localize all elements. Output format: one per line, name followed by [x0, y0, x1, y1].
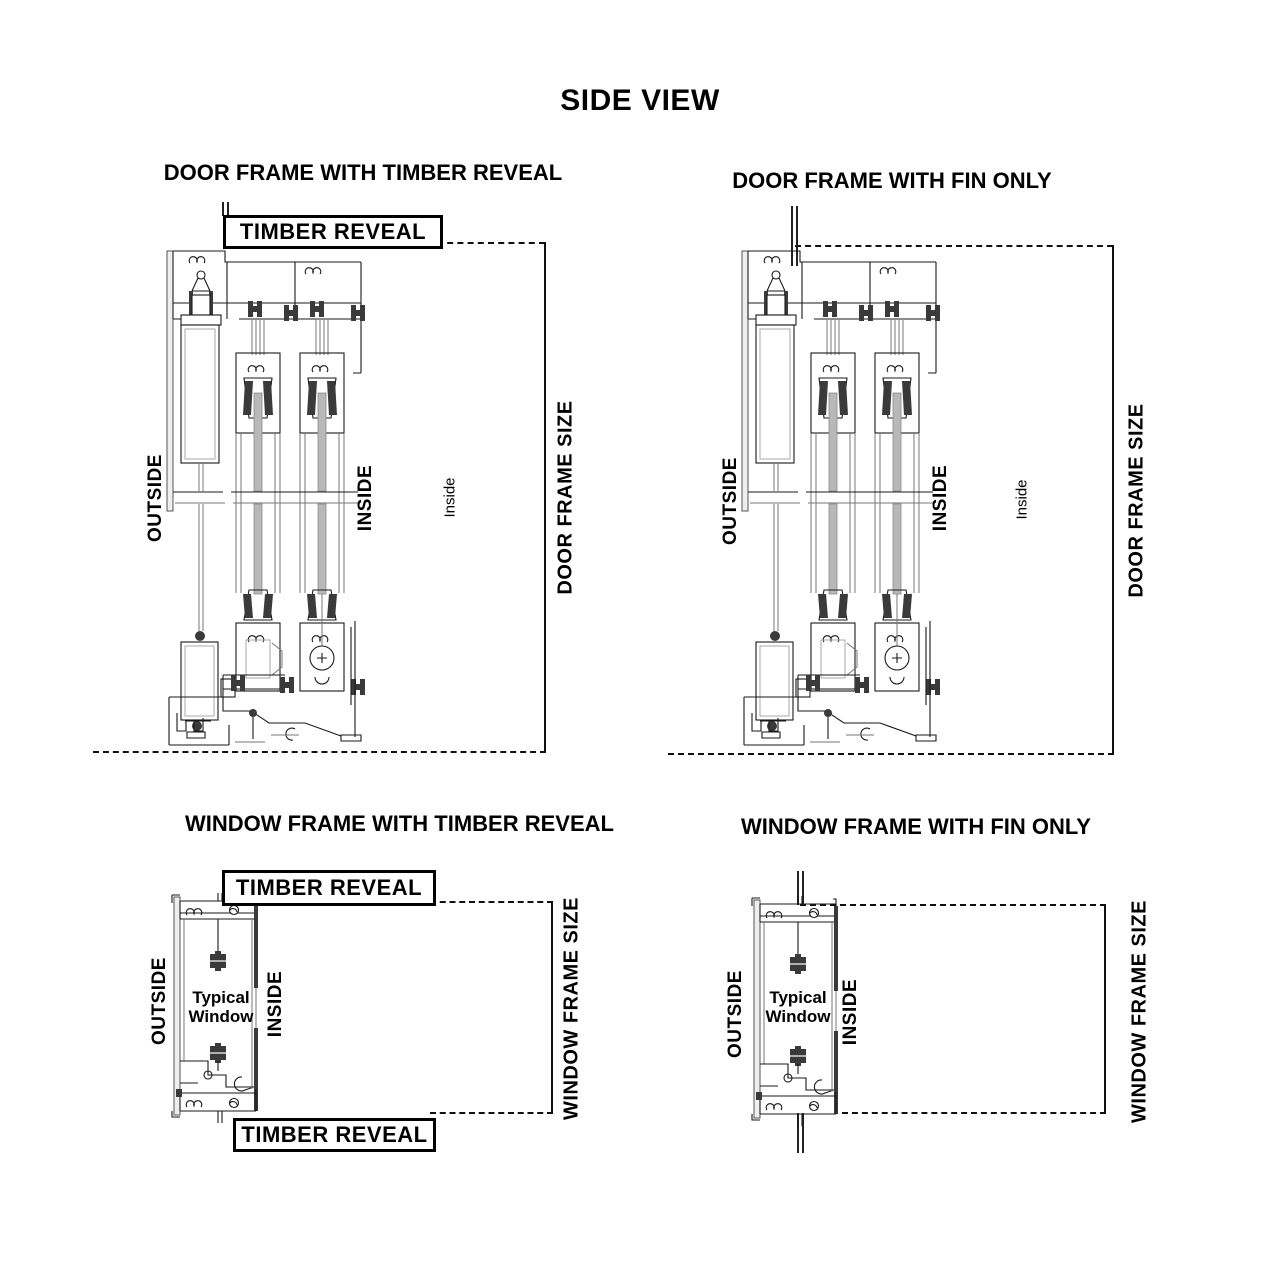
dimension-line [437, 242, 545, 244]
typical-window-line2: Window [765, 1007, 831, 1027]
timber-reveal-callout [222, 870, 436, 906]
typical-window-label [753, 988, 843, 1026]
timber-reveal-callout [223, 215, 443, 249]
door-fin-heading: DOOR FRAME WITH FIN ONLY [732, 168, 1052, 193]
timber-reveal-label: TIMBER REVEAL [241, 1122, 428, 1147]
outside-label: OUTSIDE [720, 457, 741, 545]
window-timber-heading: WINDOW FRAME WITH TIMBER REVEAL [185, 811, 614, 836]
inside-small-label: Inside [441, 477, 459, 518]
outside-label: OUTSIDE [725, 970, 746, 1058]
inside-label: INSIDE [930, 464, 951, 532]
inside-small-label: Inside [1013, 479, 1031, 520]
frame-fin [222, 202, 229, 216]
page-title: SIDE VIEW [560, 84, 720, 117]
dimension-line [430, 901, 553, 903]
dimension-line [1104, 904, 1106, 1113]
inside-label: INSIDE [355, 464, 376, 532]
timber-reveal-label: TIMBER REVEAL [239, 219, 427, 244]
door-frame-size-label: DOOR FRAME SIZE [1125, 403, 1148, 598]
typical-window-label [176, 988, 266, 1026]
dimension-line [1112, 245, 1114, 755]
typical-window-line1: Typical [192, 988, 250, 1007]
door-section-drawing [740, 245, 940, 760]
inside-label: INSIDE [840, 978, 861, 1046]
door-frame-size-label: DOOR FRAME SIZE [554, 400, 577, 595]
timber-reveal-callout [233, 1118, 436, 1152]
dimension-line [430, 1112, 553, 1114]
door-timber-heading: DOOR FRAME WITH TIMBER REVEAL [163, 160, 563, 185]
door-section-drawing [165, 245, 365, 760]
dimension-line [551, 901, 553, 1113]
outside-label: OUTSIDE [145, 454, 166, 542]
typical-window-line2: Window [188, 1007, 254, 1027]
window-frame-size-label: WINDOW FRAME SIZE [1128, 900, 1151, 1123]
dimension-line [842, 1112, 1106, 1114]
dimension-line [544, 242, 546, 753]
inside-label: INSIDE [265, 970, 286, 1038]
timber-reveal-label: TIMBER REVEAL [235, 875, 423, 900]
window-frame-size-label: WINDOW FRAME SIZE [560, 897, 583, 1120]
window-fin-heading: WINDOW FRAME WITH FIN ONLY [741, 814, 1091, 839]
typical-window-line1: Typical [769, 988, 827, 1007]
outside-label: OUTSIDE [149, 957, 170, 1045]
